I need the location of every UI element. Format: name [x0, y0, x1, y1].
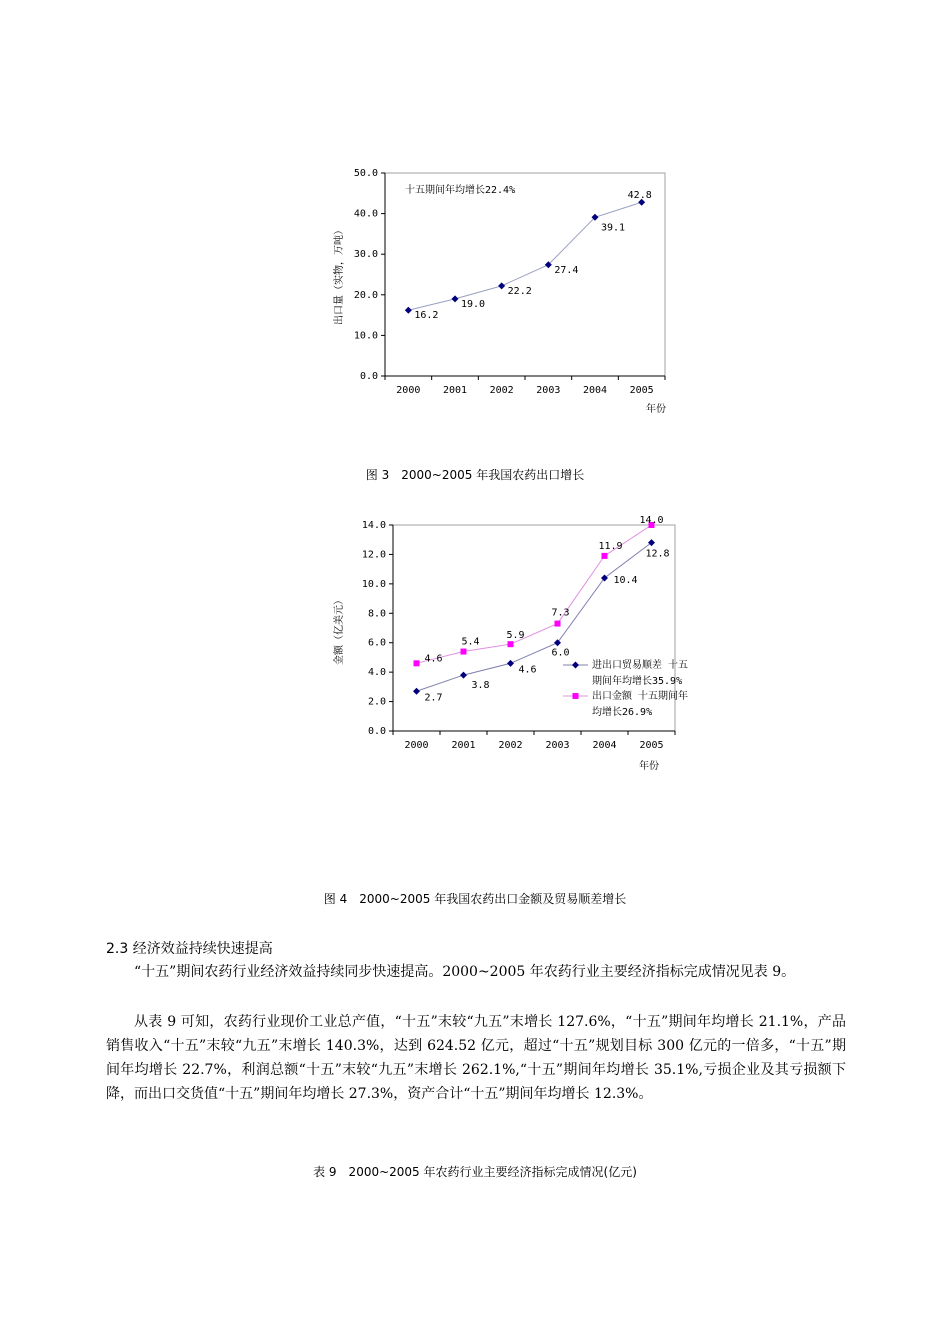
y-tick-label: 0.0	[359, 371, 378, 382]
data-label: 2.7	[424, 692, 443, 704]
export-value-chart	[330, 505, 730, 780]
y-tick-label: 10.0	[361, 578, 386, 590]
data-label: 11.9	[598, 540, 623, 552]
paragraph-1: “十五”期间农药行业经济效益持续同步快速提高。2000~2005 年农药行业主要经济指标完成情况见表 9。	[134, 964, 796, 980]
y-axis-title: 出口量（实物，万吨）	[334, 225, 345, 325]
x-axis-title: 年份	[639, 761, 659, 772]
data-point	[414, 660, 420, 666]
y-axis-label	[332, 225, 345, 325]
data-point	[507, 660, 514, 667]
y-axis-title: 金额（亿美元）	[334, 595, 345, 665]
y-tick-label: 50.0	[353, 168, 378, 179]
table-9-caption: 表 9 2000~2005 年农药行业主要经济指标完成情况(亿元)	[313, 1165, 637, 1179]
data-point	[554, 639, 561, 646]
data-label: 39.1	[601, 222, 626, 234]
data-label: 22.2	[507, 285, 532, 297]
plot-frame	[385, 173, 665, 376]
legend-marker	[573, 693, 579, 699]
x-tick-label: 2000	[396, 385, 421, 396]
y-tick-label: 2.0	[367, 696, 386, 708]
data-label: 19.0	[461, 298, 486, 310]
export-volume-chart	[330, 160, 690, 420]
y-tick-label: 6.0	[367, 637, 386, 649]
data-label: 42.8	[627, 190, 652, 202]
data-label: 10.4	[613, 574, 638, 586]
data-label: 7.3	[551, 607, 570, 619]
data-point	[508, 641, 514, 647]
legend-label: 均增长26.9%	[592, 707, 653, 718]
section-heading: 2.3 经济效益持续快速提高	[106, 941, 273, 957]
y-tick-label: 0.0	[367, 726, 386, 737]
figure-3-caption: 图 3 2000~2005 年我国农药出口增长	[365, 468, 585, 482]
x-tick-label: 2005	[629, 385, 654, 396]
data-point	[498, 282, 505, 289]
x-tick-label: 2005	[639, 740, 664, 751]
data-label: 4.6	[518, 664, 537, 676]
x-tick-label: 2003	[536, 385, 561, 396]
chart-annotation: 十五期间年均增长22.4%	[405, 185, 516, 196]
data-point	[460, 672, 467, 679]
legend-label: 出口金额 十五期间年	[592, 691, 689, 702]
x-axis-title: 年份	[646, 404, 666, 415]
data-point	[602, 553, 608, 559]
y-tick-label: 4.0	[367, 667, 386, 679]
x-tick-label: 2004	[592, 740, 617, 751]
y-tick-label: 10.0	[353, 330, 378, 342]
data-point	[413, 688, 420, 695]
x-tick-label: 2000	[404, 740, 429, 751]
data-label: 12.8	[645, 548, 670, 560]
y-tick-label: 40.0	[353, 208, 378, 220]
data-label: 4.6	[424, 653, 443, 665]
data-point	[405, 307, 412, 314]
x-tick-label: 2004	[582, 385, 608, 396]
x-tick-label: 2002	[498, 740, 523, 751]
data-point	[555, 621, 561, 627]
x-tick-label: 2001	[442, 385, 468, 396]
data-point	[452, 295, 459, 302]
data-label: 6.0	[551, 647, 570, 659]
x-tick-label: 2001	[451, 740, 476, 751]
legend-marker	[572, 662, 579, 669]
y-tick-label: 30.0	[353, 249, 378, 261]
data-label: 27.4	[554, 264, 579, 276]
legend-label: 进出口贸易顺差 十五	[592, 660, 689, 671]
y-tick-label: 14.0	[361, 520, 386, 531]
y-tick-label: 20.0	[353, 289, 378, 301]
x-tick-label: 2002	[489, 385, 514, 396]
data-label: 16.2	[414, 310, 439, 322]
chart-legend	[563, 658, 688, 718]
legend-label: 期间年均增长35.9%	[592, 676, 683, 687]
data-label: 14.0	[639, 515, 664, 526]
y-tick-label: 12.0	[361, 549, 386, 561]
data-point	[461, 649, 467, 655]
data-label: 3.8	[471, 680, 490, 692]
data-label: 5.9	[506, 630, 525, 642]
paragraph-2: 从表 9 可知，农药行业现价工业总产值，“十五”末较“九五”末增长 127.6%，“十五”期间年均增长 21.1%，产品销售收入“十五”末较“九五”末增长 140.3%，达到 624.52 亿元，超过“十五”规划目标 300 亿元的一倍多，“十五”期间年均增长 22.7%，利润总额“十五”末较“九五”末增长 262.1%,“十五”期间年均增长 35.1%,亏损企业及其亏损额下降，而出口交货值“十五”期间年均增长 27.3%，资产合计“十五”期间年均增长 12.3%。	[106, 1014, 846, 1102]
x-tick-label: 2003	[545, 740, 570, 751]
data-label: 5.4	[461, 636, 480, 648]
figure-4-caption: 图 4 2000~2005 年我国农药出口金额及贸易顺差增长	[323, 892, 627, 906]
y-tick-label: 8.0	[367, 608, 386, 620]
